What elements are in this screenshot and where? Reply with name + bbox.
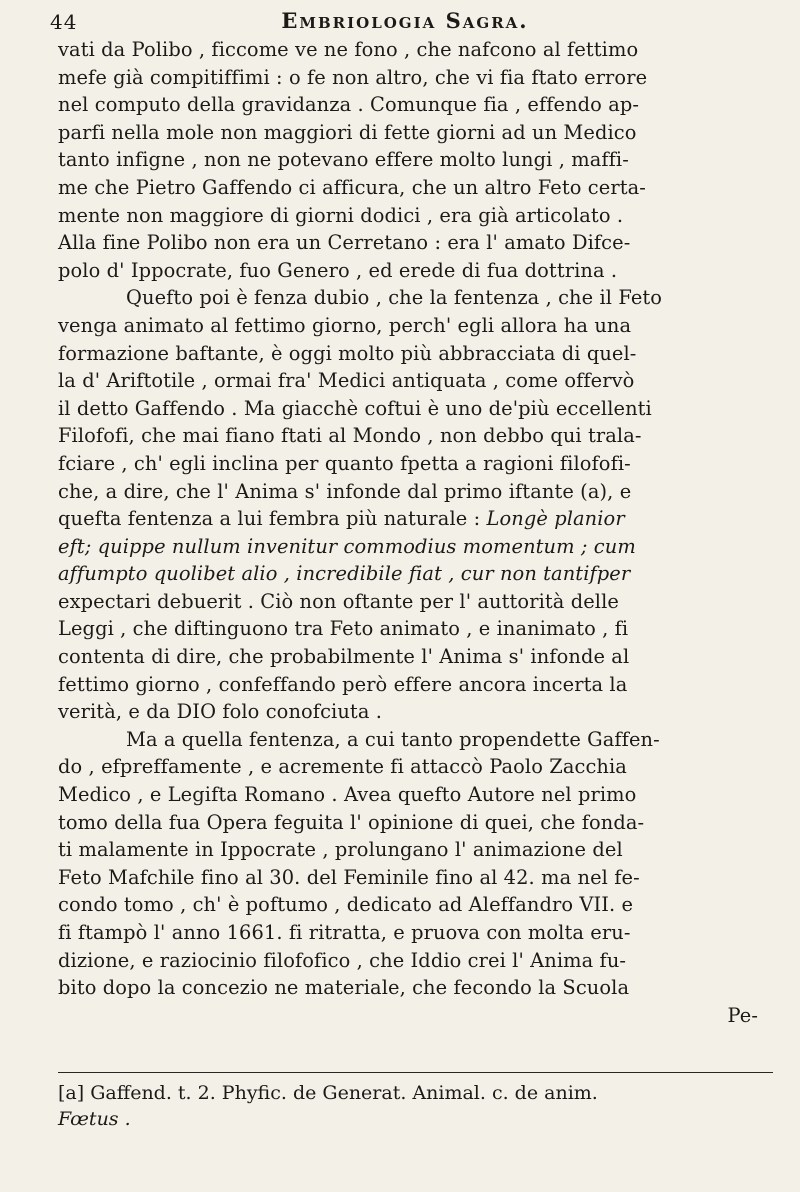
text-line: mente non maggiore di giorni dodici , era già articolato . [58,203,624,227]
text-line: ti malamente in Ippocrate , prolungano l' animazione del [58,838,623,862]
text-line: contenta di dire, che probabilmente l' Anima s' infonde al [58,645,630,669]
text-line: il detto Gaffendo . Ma giacchè coftui è uno de'più eccellenti [58,396,652,420]
text-line: tomo della fua Opera feguita l' opinione di quei, che fonda- [58,810,645,834]
footnote-line: Fœtus . [58,1108,131,1130]
body-text [58,36,778,1029]
text-line: bito dopo la concezio ne materiale, che fecondo la Scuola [58,976,630,1000]
text-line: affumpto quolibet alio , incredibile fiat , cur non tantifper [58,562,631,586]
text-line: mefe già compitiffimi : o fe non altro, che vi fia ftato errore [58,65,648,89]
text-line: fciare , ch' egli inclina per quanto fpetta a ragioni filofofi- [58,451,631,475]
text-line: fettimo giorno , confeffando però effere ancora incerta la [58,672,628,696]
text-line: polo d' Ippocrate, fuo Genero , ed erede di fua dottrina . [58,258,618,282]
text-line: parfi nella mole non maggiori di fette giorni ad un Medico [58,120,637,144]
text-line: che, a dire, che l' Anima s' infonde dal primo iftante (a), e [58,479,632,503]
text-line: dizione, e raziocinio filofofico , che Iddio crei l' Anima fu- [58,948,627,972]
text-line: Alla fine Polibo non era un Cerretano : era l' amato Difce- [58,231,631,255]
running-head: Embriologia Sagra. [281,8,529,33]
page-header [50,8,760,36]
text-line: formazione baftante, è oggi molto più abbracciata di quel- [58,341,637,365]
text-line: nel computo della gravidanza . Comunque fia , effendo ap- [58,93,640,117]
text-line: Feto Mafchile fino al 30. del Feminile fino al 42. ma nel fe- [58,865,640,889]
text-line: tanto infigne , non ne potevano effere molto lungi , maffi- [58,148,629,172]
text-line: quefta fentenza a lui fembra più naturale : Longè planior [58,507,625,531]
footnote-line: [a] Gaffend. t. 2. Phyfic. de Generat. Animal. c. de anim. [58,1082,598,1104]
text-line: eft; quippe nullum invenitur commodius momentum ; cum [58,534,636,558]
footnote-divider [58,1072,773,1073]
text-line: Ma a quella fentenza, a cui tanto propendette Gaffen- [126,727,660,751]
text-line: fi ftampò l' anno 1661. fi ritratta, e pruova con molta eru- [58,921,631,944]
text-line: Medico , e Legifta Romano . Avea quefto Autore nel primo [58,783,637,807]
text-line: expectari debuerit . Ciò non oftante per l' auttorità delle [58,589,619,613]
text-line: Quefto poi è fenza dubio , che la fentenza , che il Feto [126,286,663,310]
page-number: 44 [50,10,78,34]
text-line: vati da Polibo , ficcome ve ne fono , che nafcono al fettimo [58,38,639,61]
text-line: Filofofi, che mai fiano ftati al Mondo , non debbo qui trala- [58,424,642,448]
footnote [58,1080,778,1132]
text-line: Leggi , che diftinguono tra Feto animato , e inanimato , fi [58,617,629,641]
text-line: verità, e da DIO folo conofciuta . [58,700,383,724]
text-line: me che Pietro Gaffendo ci afficura, che un altro Feto certa- [58,175,646,199]
text-line: condo tomo , ch' è poftumo , dedicato ad Aleffandro VII. e [58,893,634,917]
text-line: do , efpreffamente , e acremente fi attaccò Paolo Zacchia [58,755,627,779]
text-line: venga animato al fettimo giorno, perch' egli allora ha una [58,313,632,337]
text-line: la d' Ariftotile , ormai fra' Medici antiquata , come offervò [58,369,635,393]
catchword: Pe- [727,1003,758,1027]
